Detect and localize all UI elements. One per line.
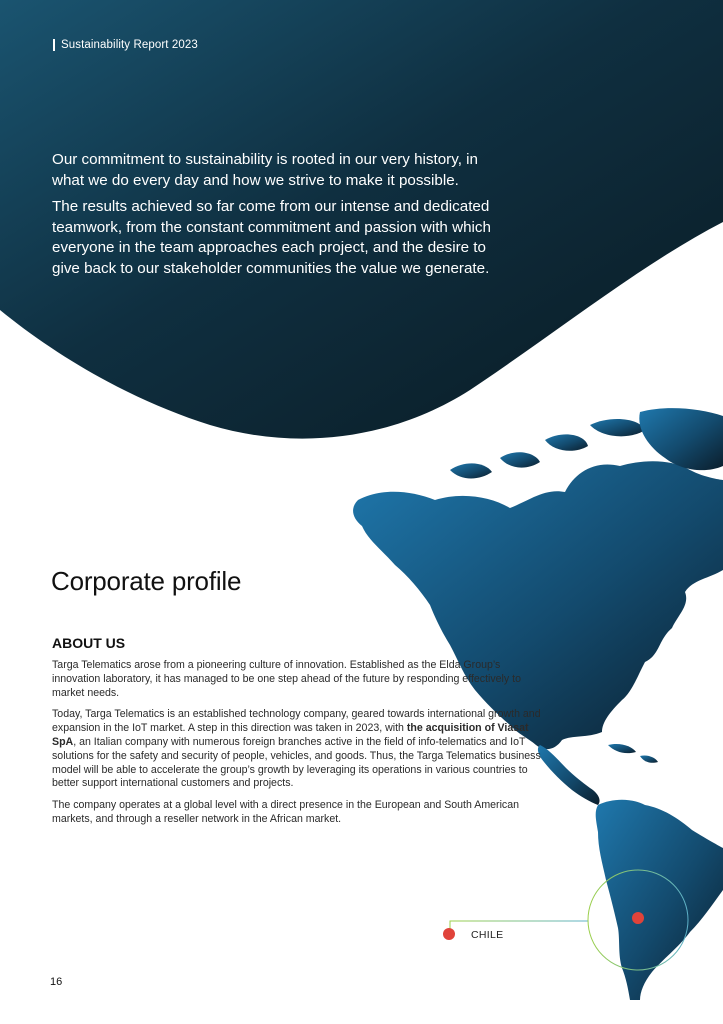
- intro-paragraph-1: Our commitment to sustainability is rooted in our very history, in what we do every day and how we strive to make it possible.: [52, 151, 478, 189]
- about-paragraph-2-end: , an Italian company with numerous foreign branches active in the field of info-telematics and IoT solutions for the safety and security of people, vehicles, and goods. Thus, the Targa Telematics business model will be able to accelerate the group’s growth by leveraging its operations in various countries to better support international customers and projects.: [52, 735, 541, 790]
- header-divider: [53, 39, 55, 51]
- about-paragraph-2: [52, 708, 544, 791]
- arctic-island-shape: [590, 419, 645, 436]
- section-subtitle: ABOUT US: [52, 635, 126, 651]
- arctic-island-shape: [500, 452, 540, 467]
- caribbean-shape: [608, 744, 636, 753]
- about-paragraph-3: The company operates at a global level with a direct presence in the European and South American markets, and through a reseller network in the African market.: [52, 799, 519, 825]
- caribbean-shape: [640, 755, 658, 762]
- report-header: [53, 39, 198, 51]
- about-paragraph-1: Targa Telematics arose from a pioneering culture of innovation. Established as the Elda Group’s innovation laboratory, it has managed to be one step ahead of the future by responding effectively to market needs.: [52, 659, 521, 699]
- south-america-shape: [596, 800, 723, 1000]
- arctic-island-shape: [545, 434, 588, 450]
- page-number: 16: [50, 976, 63, 988]
- arctic-island-shape: [450, 463, 492, 478]
- about-paragraph-2-start: Today, Targa Telematics is an established technology company, geared towards international growth and expansion in the IoT market. A step in this direction was taken in 2023, with: [52, 708, 541, 735]
- report-title: Sustainability Report 2023: [61, 39, 198, 51]
- intro-text: [52, 150, 512, 285]
- chile-label: CHILE: [471, 929, 504, 941]
- intro-paragraph-2: The results achieved so far come from our intense and dedicated teamwork, from the constant commitment and passion with which everyone in the team approaches each project, and the desire to give back to our stakeholder communities the value we generate.: [52, 198, 491, 277]
- central-america-shape: [538, 745, 600, 805]
- greenland-shape: [639, 408, 723, 470]
- section-title: Corporate profile: [51, 566, 242, 596]
- acquisition-highlight: the acquisition of Viasat SpA: [52, 722, 529, 748]
- about-us-body: [52, 659, 544, 835]
